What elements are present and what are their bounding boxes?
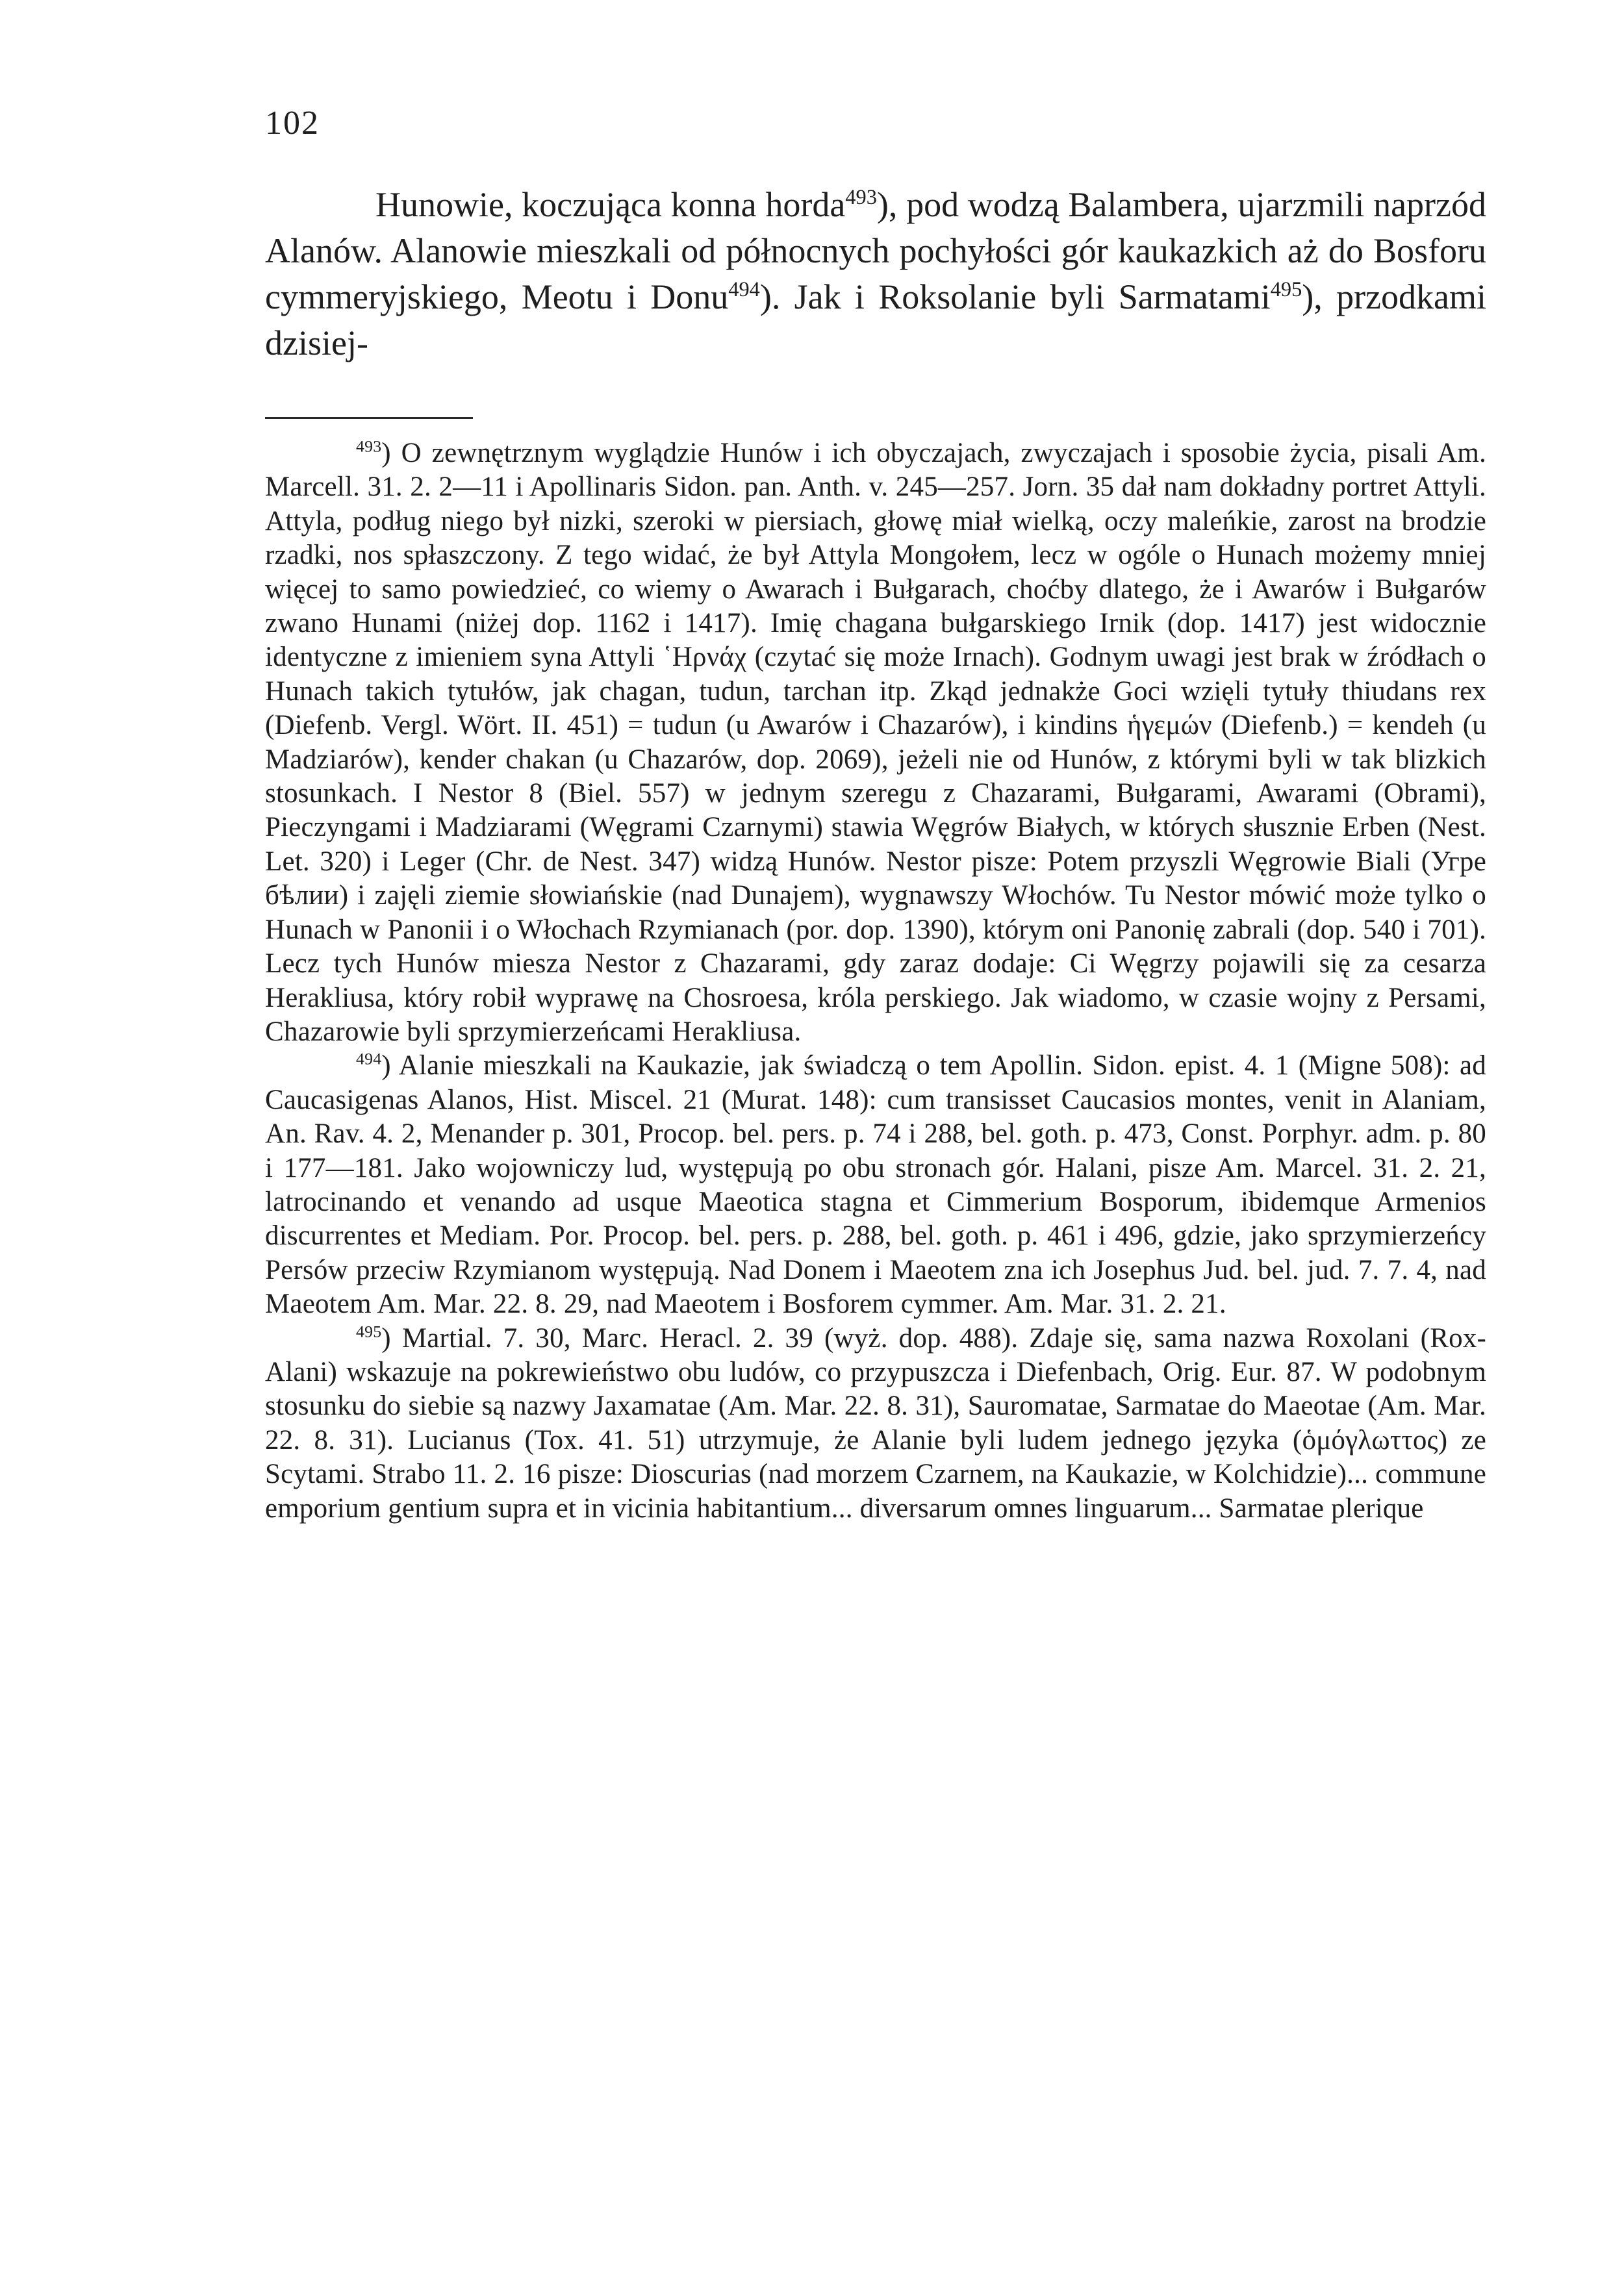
main-text-part-1: Hunowie, koczująca konna horda <box>375 185 846 224</box>
footnote-marker: 495 <box>356 1322 382 1341</box>
footnote-separator <box>265 417 473 419</box>
footnote-text: ) Martial. 7. 30, Marc. Heracl. 2. 39 (wyż. dop. 488). Zdaje się, sama nazwa Roxolani (Rox-Alani) wskazuje na pokrewieństwo obu ludów, co przypuszcza i Diefenbach, Orig. Eur. 87. W podobnym stosunku do siebie są nazwy Jaxamatae (Am. Mar. 22. 8. 31), Sauromatae, Sarmatae do Maeotae (Am. Mar. 22. 8. 31). Lucianus (Tox. 41. 51) utrzymuje, że Alanie byli ludem jednego języka (ὁμόγλωττος) ze Scytami. Strabo 11. 2. 16 pisze: Dioscurias (nad morzem Czarnem, na Kaukazie, w Kolchidzie)... commune emporium gentium supra et in vicinia habitantium... diversarum omnes linguarum... Sarmatae plerique <box>265 1322 1486 1524</box>
footnote-495 <box>265 1322 1486 1526</box>
footnote-marker: 494 <box>356 1049 382 1068</box>
footnote-text: ) Alanie mieszkali na Kaukazie, jak świadczą o tem Apollin. Sidon. epist. 4. 1 (Migne 508): ad Caucasigenas Alanos, Hist. Miscel. 21 (Murat. 148): cum transisset Caucasios montes, venit in Alaniam, An. Rav. 4. 2, Menander p. 301, Procop. bel. pers. p. 74 i 288, bel. goth. p. 473, Const. Porphyr. adm. p. 80 i 177—181. Jako wojowniczy lud, występują po obu stronach gór. Halani, pisze Am. Marcel. 31. 2. 21, latrocinando et venando ad usque Maeotica stagna et Cimmerium Bosporum, ibidemque Armenios discurrentes et Mediam. Por. Procop. bel. pers. p. 288, bel. goth. p. 461 i 496, gdzie, jako sprzymierzeńcy Persów przeciw Rzymianom występują. Nad Donem i Maeotem zna ich Josephus Jud. bel. jud. 7. 7. 4, nad Maeotem Am. Mar. 22. 8. 29, nad Maeotem i Bosforem cymmer. Am. Mar. 31. 2. 21. <box>265 1050 1486 1320</box>
footnote-494 <box>265 1049 1486 1321</box>
footnote-ref-494: 494 <box>728 278 760 301</box>
footnote-ref-493: 493 <box>845 186 877 209</box>
footnote-ref-495: 495 <box>1270 278 1302 301</box>
footnote-text: ) O zewnętrznym wyglądzie Hunów i ich obyczajach, zwyczajach i sposobie życia, pisali Am. Marcell. 31. 2. 2—11 i Apollinaris Sidon. pan. Anth. v. 245—257. Jorn. 35 dał nam dokładny portret Attyli. Attyla, podług niego był nizki, szeroki w piersiach, głowę miał wielką, oczy maleńkie, zarost na brodzie rzadki, nos spłaszczony. Z tego widać, że był Attyla Mongołem, lecz w ogóle o Hunach możemy mniej więcej to samo powiedzieć, co wiemy o Awarach i Bułgarach, choćby dlatego, że i Awarów i Bułgarów zwano Hunami (niżej dop. 1162 i 1417). Imię chagana bułgarskiego Irnik (dop. 1417) jest widocznie identyczne z imieniem syna Attyli ῾Ηρνάχ (czytać się może Irnach). Godnym uwagi jest brak w źródłach o Hunach takich tytułów, jak chagan, tudun, tarchan itp. Zkąd jednakże Goci wzięli tytuły thiudans rex (Diefenb. Vergl. Wört. II. 451) = tudun (u Awarów i Chazarów), i kindins ἡγεμών (Diefenb.) = kendeh (u Madziarów), kender chakan (u Chazarów, dop. 2069), jeżeli nie od Hunów, z którymi byli w tak blizkich stosunkach. I Nestor 8 (Biel. 557) w jednym szeregu z Chazarami, Bułgarami, Awarami (Obrami), Pieczyngami i Madziarami (Węgrami Czarnymi) stawia Węgrów Białych, w których słusznie Erben (Nest. Let. 320) i Leger (Chr. de Nest. 347) widzą Hunów. Nestor pisze: Potem przyszli Węgrowie Biali (Угре бѣлии) i zajęli ziemie słowiańskie (nad Dunajem), wygnawszy Włochów. Tu Nestor mówić może tylko o Hunach w Panonii i o Włochach Rzymianach (por. dop. 1390), którym oni Panonię zabrali (dop. 540 i 701). Lecz tych Hunów miesza Nestor z Chazarami, gdy zaraz dodaje: Ci Węgrzy pojawili się za cesarza Herakliusa, który robił wyprawę na Chosroesa, króla perskiego. Jak wiadomo, w czasie wojny z Persami, Chazarowie byli sprzymierzeńcami Herakliusa. <box>265 438 1486 1047</box>
footnotes-section <box>265 436 1486 1526</box>
main-text-part-4: ), przodkami dzisiej- <box>265 277 1486 362</box>
page-number: 102 <box>265 105 320 142</box>
footnote-marker: 493 <box>356 436 382 456</box>
main-text-part-3: ). Jak i Roksolanie byli Sarmatami <box>759 277 1271 316</box>
main-paragraph <box>265 182 1486 366</box>
main-text-part-2: ), pod wodzą Balambera, ujarzmili naprzód Alanów. Alanowie mieszkali od północnych pochyłości gór kaukazkich aż do Bosforu cymmeryjskiego, Meotu i Donu <box>265 185 1486 316</box>
footnote-493 <box>265 436 1486 1049</box>
